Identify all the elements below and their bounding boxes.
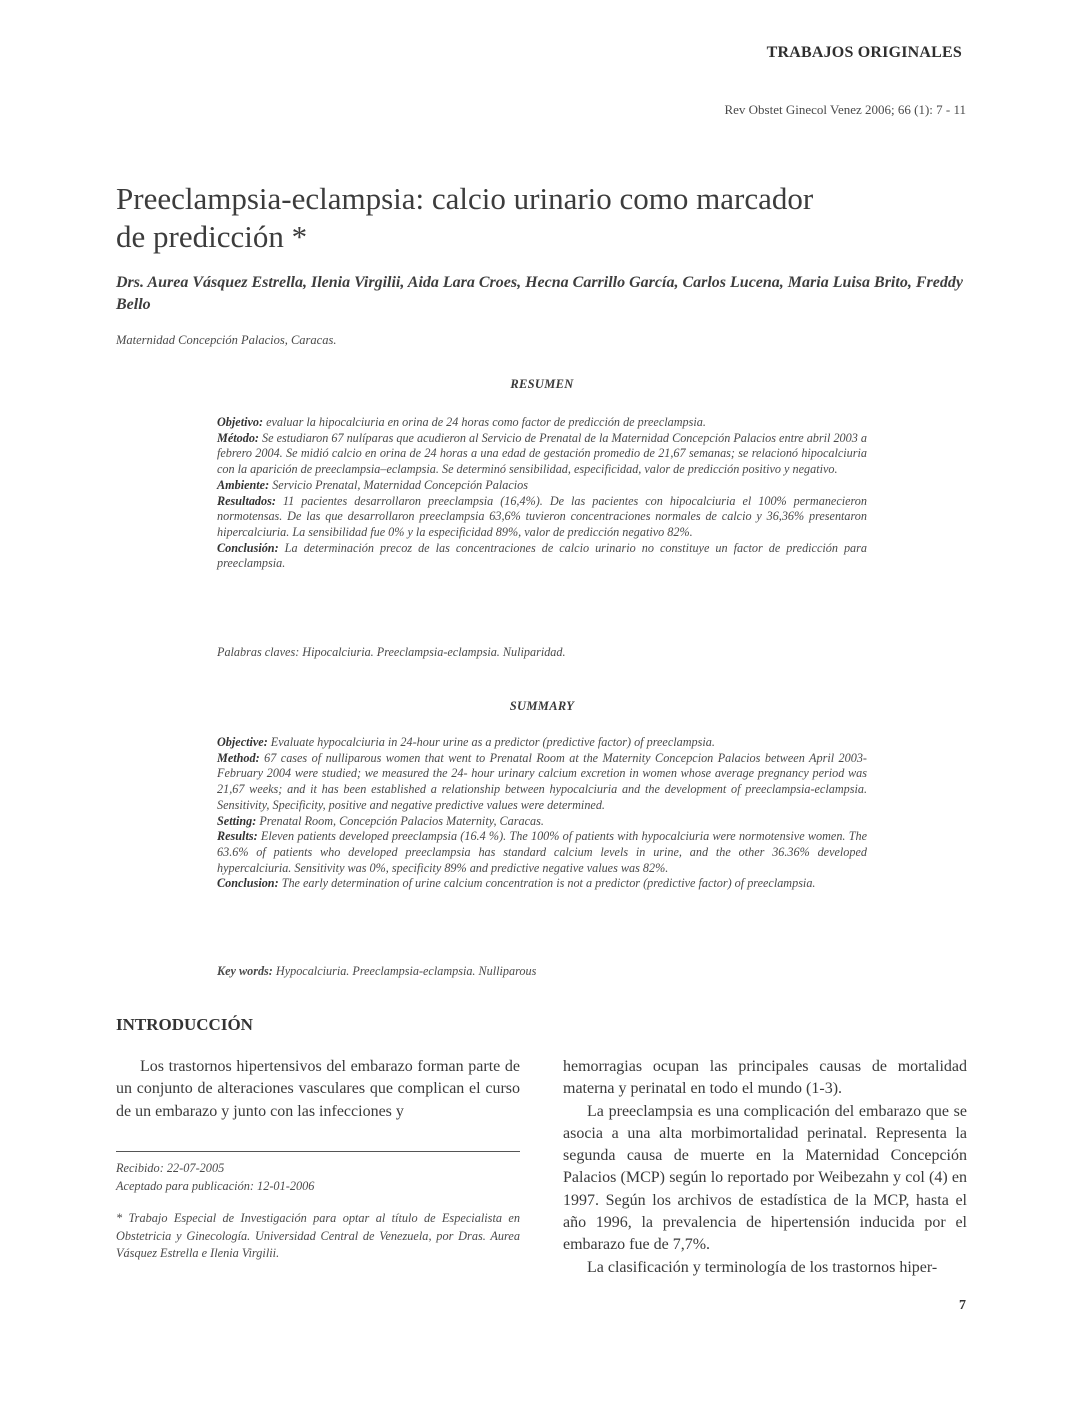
resumen-conclusion: Conclusión: La determinación precoz de las concentraciones de calcio urinario no constituye un factor de predicción para preeclampsia. [217,540,867,571]
intro-paragraph-continued: hemorragias ocupan las principales causas de mortalidad materna y perinatal en todo el mundo (1-3). [563,1058,967,1098]
resumen-setting: Ambiente: Servicio Prenatal, Maternidad Concepción Palacios [217,477,528,492]
summary-body [217,735,867,892]
section-label: TRABAJOS ORIGINALES [766,44,962,61]
resumen-keywords: Palabras claves: Hipocalciuria. Preeclampsia-eclampsia. Nuliparidad. [217,645,566,659]
affiliation: Maternidad Concepción Palacios, Caracas. [116,333,337,347]
resumen-body [217,415,867,572]
left-column [116,1056,520,1123]
keywords-text: Hypocalciuria. Preeclampsia-eclampsia. Nulliparous [275,964,537,978]
introduction-heading: INTRODUCCIÓN [116,1015,253,1034]
journal-citation: Rev Obstet Ginecol Venez 2006; 66 (1): 7 - 11 [724,102,966,117]
intro-paragraph: La clasificación y terminología de los trastornos hiper- [587,1258,938,1276]
page-number: 7 [959,1298,966,1313]
resumen-objective: Objetivo: evaluar la hipocalciuria en orina de 24 horas como factor de predicción de preeclampsia. [217,415,706,429]
footnotes [116,1160,520,1263]
summary-method: Method: 67 cases of nulliparous women that went to Prenatal Room at the Maternity Concepcion Palacios between April 2003- February 2004 were studied; we measured the 24- hour urinary calcium excretion in women whose average pregnancy period was 21,67 weeks; and it has been established a relationship between hypocalciuria and the development of preeclampsia-eclampsia. Sensitivity, Specificity, positive and negative predictive values were determined. [217,750,867,812]
summary-keywords [217,964,867,979]
intro-paragraph: Los trastornos hipertensivos del embarazo forman parte de un conjunto de alteraciones vasculares que complican el curso de un embarazo y junto con las infecciones y [116,1058,520,1120]
summary-results: Results: Eleven patients developed preeclampsia (16.4 %). The 100% of patients with hypocalciuria were normotensive women. The 63.6% of patients who developed preeclampsia has standard calcium levels in urine, and the other 36.36% developed hypercalciuria. Sensitivity was 0%, specificity 89% and predictive negative values was 82%. [217,829,867,875]
right-column [563,1056,967,1279]
summary-objective: Objective: Evaluate hypocalciuria in 24-hour urine as a predictor (predictive factor) of preeclampsia. [217,735,715,749]
summary-setting: Setting: Prenatal Room, Concepción Palacios Maternity, Caracas. [217,813,544,828]
title-line-1: Preeclampsia-eclampsia: calcio urinario como marcador [116,181,814,216]
summary-heading: SUMMARY [509,699,575,713]
article-title [116,180,916,256]
resumen-results: Resultados: 11 pacientes desarrollaron preeclampsia (16,4%). De las pacientes con hipocalciuria el 100% permanecieron normotensas. De las que desarrollaron preeclampsia 63,6% tuvieron concentraciones normales de calcio y 36,36% presentaron hipercalciuria. La sensibilidad fue 0% y la especificidad 89%, valor de predicción negativo 82%. [217,493,867,539]
accepted-date: Aceptado para publicación: 12-01-2006 [116,1178,315,1193]
received-date: Recibido: 22-07-2005 [116,1161,225,1175]
author-list: Drs. Aurea Vásquez Estrella, Ilenia Virgilii, Aida Lara Croes, Hecna Carrillo García, Carlos Lucena, Maria Luisa Brito, Freddy Bello [116,274,963,313]
summary-conclusion: Conclusion: The early determination of urine calcium concentration is not a predictor (predictive factor) of preeclampsia. [217,876,816,891]
keywords-label: Key words: [217,964,273,978]
resumen-heading: RESUMEN [510,377,574,391]
title-line-2: de predicción * [116,219,308,254]
intro-paragraph: La preeclampsia es una complicación del embarazo que se asocia a una alta morbimortalidad perinatal. Representa la segunda causa de muerte en la Maternidad Concepción Palacios (MCP) según lo reportado por Weibezahn y col (4) en 1997. Según los archivos de estadística de la MCP, hasta el año 1996, la prevalencia de hipertensión inducida por el embarazo fue de 7,7%. [563,1102,967,1254]
thesis-note: * Trabajo Especial de Investigación para optar al título de Especialista en Obstetricia y Ginecología. Universidad Central de Venezuela, por Dras. Aurea Vásquez Estrella e Ilenia Virgilii. [116,1211,520,1260]
resumen-method: Método: Se estudiaron 67 nulíparas que acudieron al Servicio de Prenatal de la Maternidad Concepción Palacios entre abril 2003 a febrero 2004. Se midió calcio en orina de 24 horas a una edad de gestación promedio de 21,67 semanas; se relacionó hipocalciuria con la aparición de preeclampsia–eclampsia. Se determinó sensibilidad, especificidad, valor de predicción positivo y negativo. [217,430,867,477]
footnote-rule [116,1151,520,1152]
